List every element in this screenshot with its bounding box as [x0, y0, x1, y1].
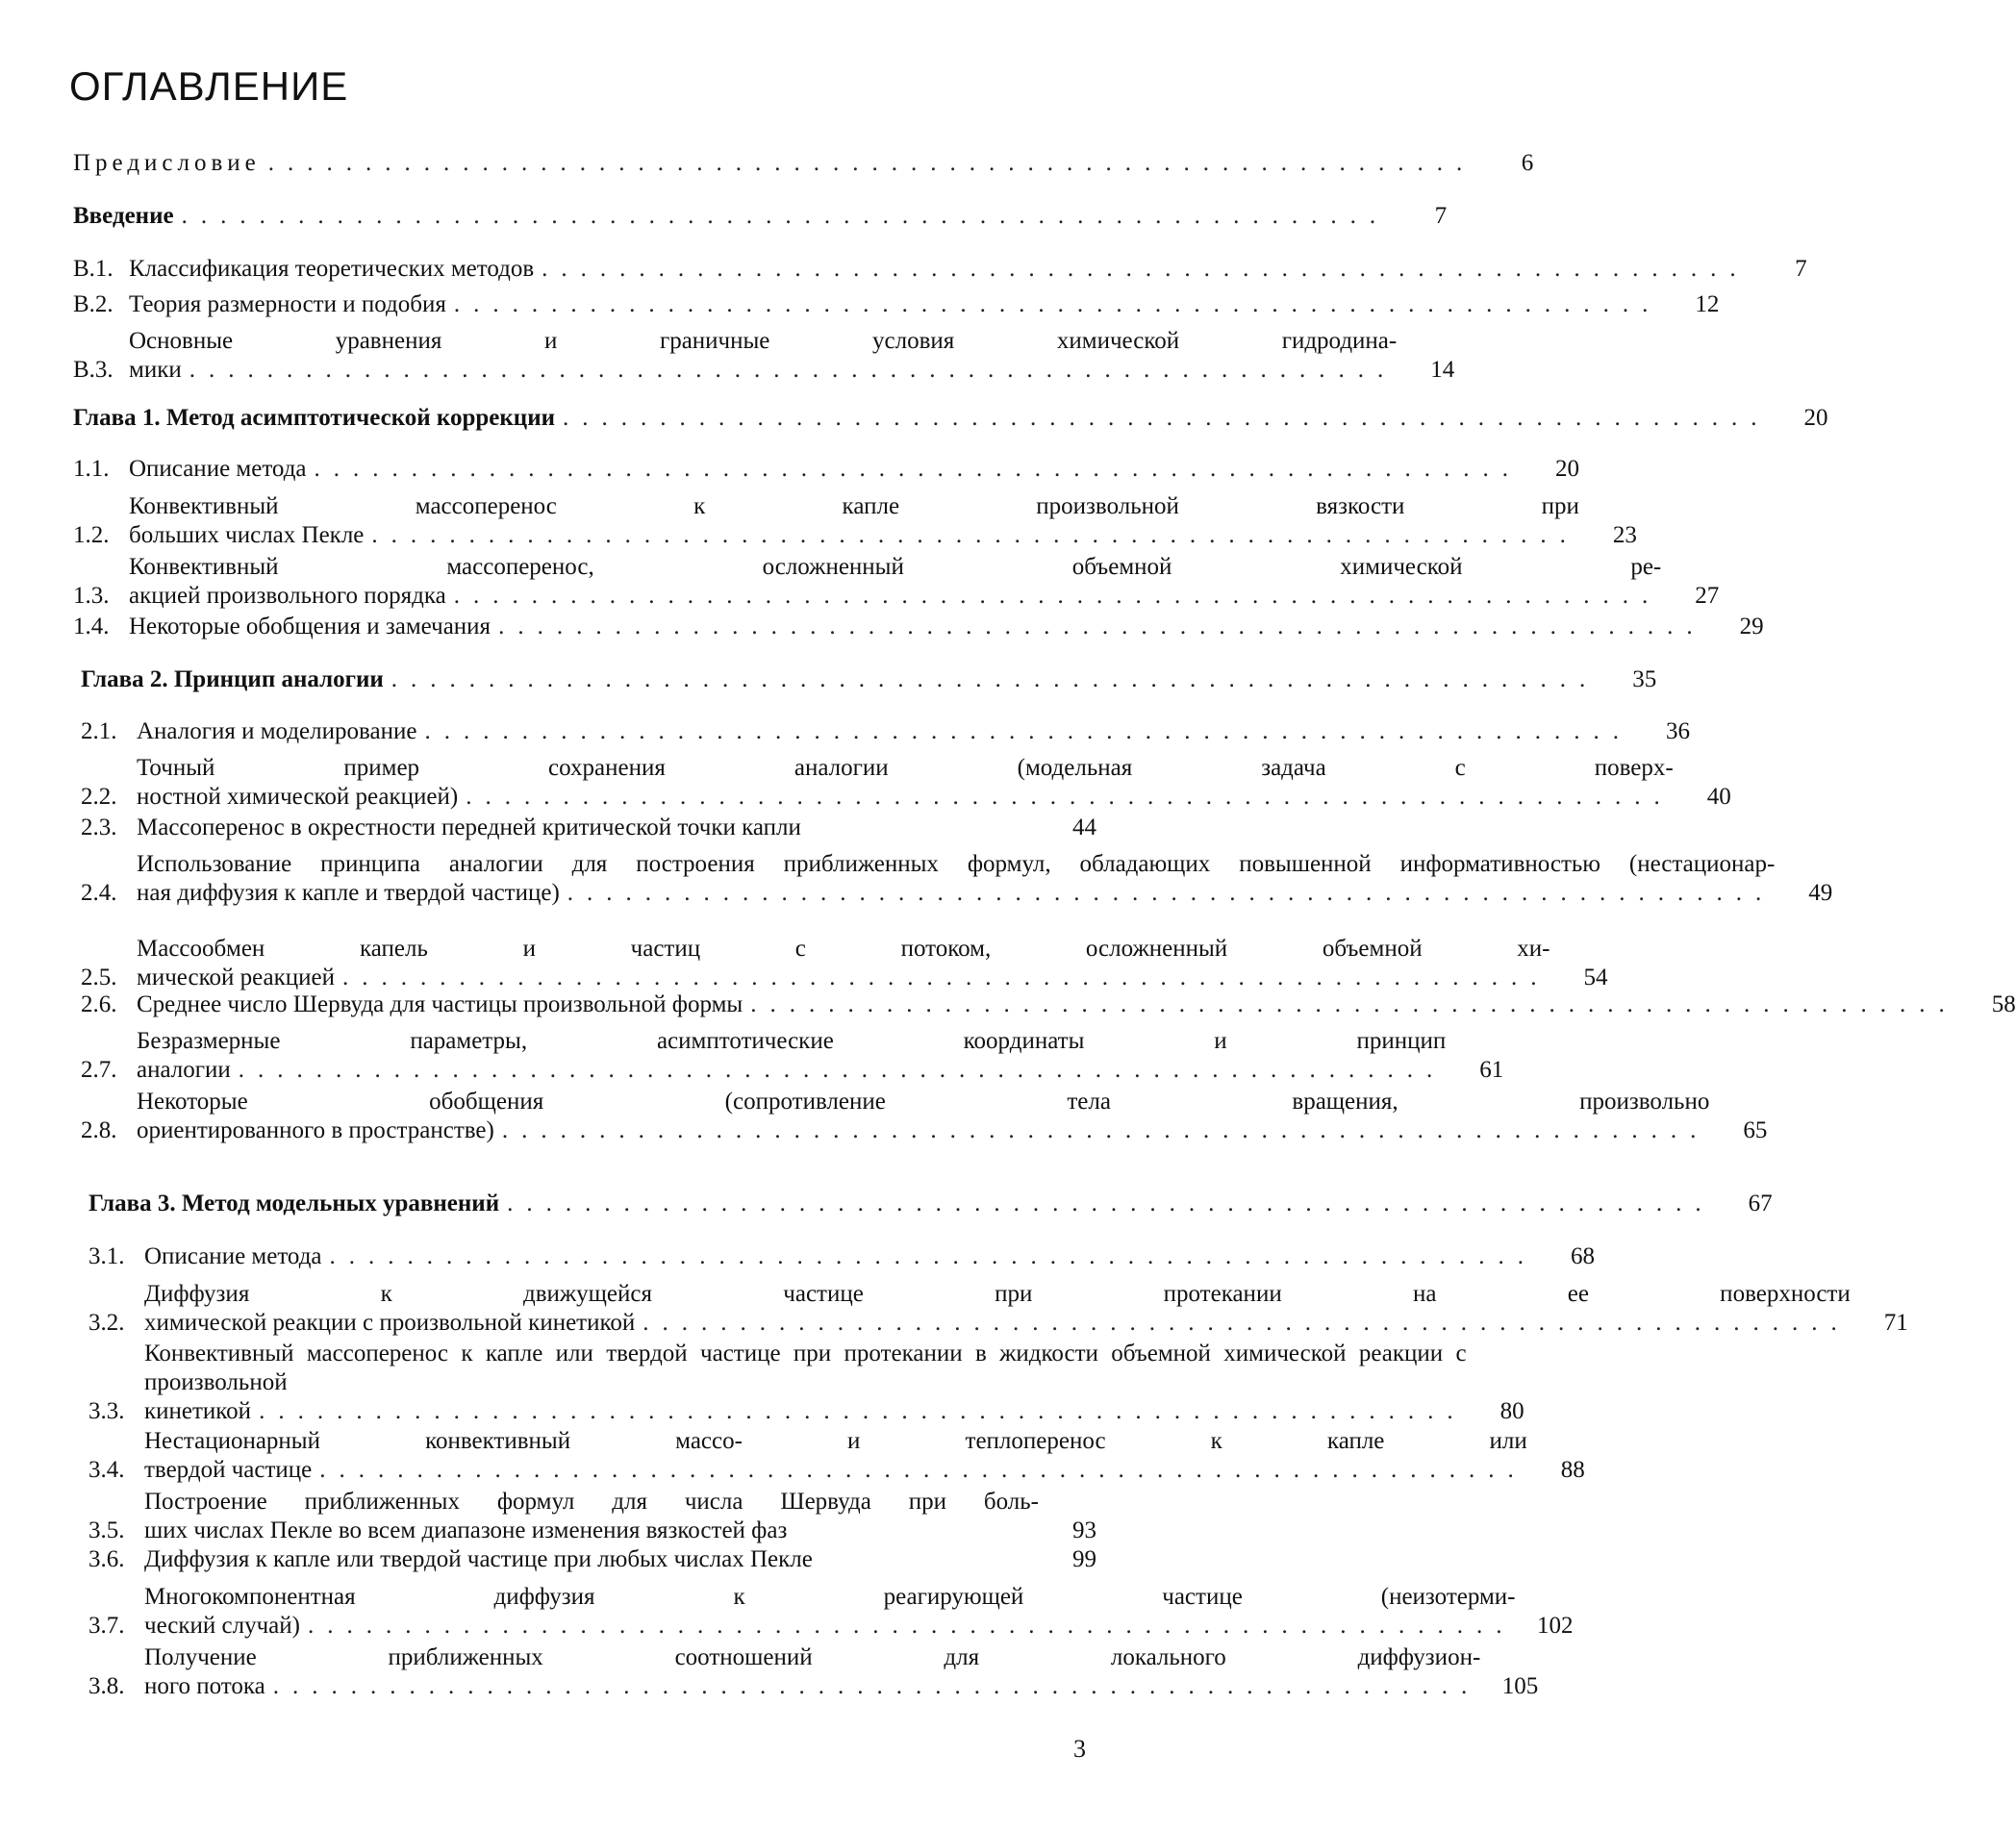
toc-entry [88, 1340, 1525, 1426]
toc-entry [73, 455, 1580, 484]
toc-entry-text-lead: Построение приближенных формул для числа Шервуда при боль- [144, 1489, 1039, 1515]
toc-entry-text [129, 290, 1661, 319]
toc-entry-text [73, 404, 1771, 433]
toc-entry-text [137, 717, 1632, 746]
toc-entry-text-lead: Конвективный массоперенос к капле произвольной вязкости при [129, 493, 1579, 519]
toc-page-number: 6 [1521, 150, 1534, 176]
leader-dots: .............................................................. [567, 880, 1776, 906]
toc-entry-text-lead: Точный пример сохранения аналогии (модельная задача с поверх- [137, 755, 1674, 781]
toc-page-number: 27 [1695, 583, 1720, 609]
leader-dots: .............................................................. [542, 256, 1750, 282]
toc-entry-number: 3.4. [88, 1457, 125, 1483]
toc-page-number: 29 [1739, 614, 1764, 639]
toc-page-number: 54 [1583, 965, 1608, 990]
toc-entry-title: акцией произвольного порядка [129, 583, 446, 609]
toc-entry-title: Глава 1. Метод асимптотической коррекции [73, 405, 556, 431]
leader-dots: .............................................................. [329, 1243, 1538, 1269]
toc-entry [88, 1242, 1596, 1271]
leader-dots: .............................................................. [181, 203, 1390, 229]
toc-entry-number: 1.4. [73, 614, 110, 639]
toc-entry-number: 2.1. [81, 718, 117, 744]
toc-entry-text-lead: Конвективный массоперенос, осложненный объемной химической ре- [129, 554, 1662, 580]
toc-entry-number: 1.1. [73, 456, 110, 482]
toc-page-number: 44 [1072, 815, 1096, 840]
leader-dots: .............................................................. [391, 666, 1600, 692]
toc-entry-title: Некоторые обобщения и замечания [129, 614, 491, 639]
toc-entry-text-lead: Получение приближенных соотношений для локального диффузион- [144, 1644, 1481, 1670]
toc-entry [73, 492, 1637, 550]
toc-entry-title: твердой частице [144, 1457, 313, 1483]
toc-entry-text-lead: Многокомпонентная диффузия к реагирующей частице (неизотерми- [144, 1584, 1516, 1610]
toc-entry-title: ориентированного в пространстве) [137, 1117, 494, 1143]
toc-entry-text [129, 255, 1750, 284]
toc-entry-text [129, 613, 1706, 641]
toc-entry-title: больших числах Пекле [129, 522, 365, 548]
toc-entry-text [144, 1545, 1039, 1574]
toc-page-number: 20 [1555, 456, 1580, 482]
toc-entry-text-lead: Безразмерные параметры, асимптотические координаты и принцип [137, 1028, 1447, 1054]
leader-dots: .............................................................. [453, 291, 1662, 317]
toc-entry-title: ших числах Пекле во всем диапазоне изменения вязкостей фаз [144, 1517, 788, 1543]
toc-page-number: 61 [1479, 1057, 1504, 1083]
toc-entry-text [144, 1280, 1851, 1338]
page-folio: 3 [1073, 1735, 1086, 1763]
toc-entry [73, 327, 1455, 385]
toc-entry-number: 3.7. [88, 1613, 125, 1639]
toc-entry-number: 3.2. [88, 1310, 125, 1336]
toc-page-number: 40 [1706, 784, 1731, 810]
toc-entry-title: ностной химической реакцией) [137, 784, 459, 810]
toc-entry-text [73, 149, 1475, 178]
toc-page-number: 20 [1803, 405, 1828, 431]
toc-entry-text [137, 814, 1039, 842]
leader-dots: .............................................................. [314, 456, 1523, 482]
toc-entry-number: 3.6. [88, 1546, 125, 1572]
toc-entry-text [129, 492, 1579, 550]
toc-entry-number: 2.8. [81, 1117, 117, 1143]
toc-entry-number: 3.8. [88, 1673, 125, 1699]
toc-entry-title: Глава 3. Метод модельных уравнений [88, 1191, 500, 1216]
toc-entry [88, 1643, 1539, 1701]
toc-entry [88, 1427, 1585, 1485]
toc-entry [81, 1088, 1768, 1145]
toc-entry-text [137, 850, 1775, 908]
leader-dots: .............................................................. [267, 150, 1476, 176]
toc-entry-number: 2.2. [81, 784, 117, 810]
toc-page-number: 49 [1808, 880, 1833, 906]
toc-entry [73, 149, 1534, 178]
leader-dots: .............................................................. [424, 718, 1632, 744]
toc-entry [73, 255, 1807, 284]
toc-entry-number: В.3. [73, 357, 113, 383]
toc-entry-number: 3.1. [88, 1243, 125, 1269]
toc-entry-text [137, 1027, 1446, 1085]
toc-entry-text [129, 455, 1522, 484]
toc-entry-number: 1.3. [73, 583, 110, 609]
toc-page-number: 80 [1499, 1398, 1525, 1424]
toc-entry-title: кинетикой [144, 1398, 252, 1424]
toc-entry-number: 1.2. [73, 522, 110, 548]
toc-entry-text [73, 202, 1389, 231]
toc-entry-text [144, 1340, 1467, 1426]
toc-entry [88, 1488, 1096, 1545]
toc-entry-text-lead: Основные уравнения и граничные условия химической гидродина- [129, 328, 1398, 354]
toc-page-number: 88 [1560, 1457, 1585, 1483]
toc-entry-title: ческий случай) [144, 1613, 300, 1639]
toc-entry [81, 990, 2016, 1019]
toc-entry-title: Аналогия и моделирование [137, 718, 417, 744]
toc-entry [73, 613, 1764, 641]
toc-entry-text [137, 1088, 1709, 1145]
leader-dots: .............................................................. [501, 1117, 1710, 1143]
toc-entry-title: Предисловие [73, 150, 261, 176]
toc-entry-text [144, 1583, 1516, 1641]
toc-entry-text [137, 990, 1958, 1019]
leader-dots: .............................................................. [238, 1057, 1447, 1083]
toc-entry [81, 717, 1690, 746]
toc-entry [88, 1583, 1574, 1641]
toc-entry-title: Диффузия к капле или твердой частице при любых числах Пекле [144, 1546, 813, 1572]
toc-entry-title: Классификация теоретических методов [129, 256, 535, 282]
toc-entry-number: 2.7. [81, 1057, 117, 1083]
toc-entry-text-lead: Некоторые обобщения (сопротивление тела вращения, произвольно [137, 1089, 1710, 1115]
toc-entry-number: 2.6. [81, 991, 117, 1017]
toc-entry-title: Массоперенос в окрестности передней критической точки капли [137, 815, 801, 840]
leader-dots: .............................................................. [466, 784, 1674, 810]
toc-page-number: 7 [1795, 256, 1807, 282]
toc-entry [81, 665, 1657, 694]
toc-page-number: 58 [1991, 991, 2016, 1017]
leader-dots: .............................................................. [563, 405, 1771, 431]
toc-entry [73, 202, 1448, 231]
toc-page-number: 93 [1072, 1517, 1096, 1543]
toc-entry-title: Введение [73, 203, 174, 229]
toc-entry [81, 1027, 1504, 1085]
toc-entry-text-lead: Нестационарный конвективный массо- и теплоперенос к капле или [144, 1428, 1527, 1454]
toc-page-number: 65 [1743, 1117, 1768, 1143]
toc-entry-title: химической реакции с произвольной кинетикой [144, 1310, 636, 1336]
toc-entry-title: аналогии [137, 1057, 231, 1083]
toc-page-number: 7 [1434, 203, 1448, 229]
toc-entry [88, 1280, 1908, 1338]
toc-entry-number: В.2. [73, 291, 113, 317]
leader-dots: .............................................................. [319, 1457, 1527, 1483]
toc-entry-text-lead: Массообмен капель и частиц с потоком, осложненный объемной хи- [137, 936, 1550, 962]
toc-entry [73, 290, 1720, 319]
toc-entry-text-lead: Конвективный массоперенос к капле или твердой частице при протекании в жидкости объемной химической реакции с произвольной [144, 1341, 1467, 1395]
toc-entry-text-lead: Использование принципа аналогии для построения приближенных формул, обладающих повышенной информативностью (нестационар- [137, 851, 1776, 877]
toc-page-number: 68 [1571, 1243, 1596, 1269]
toc-page-number: 14 [1430, 357, 1455, 383]
toc-page-number: 35 [1632, 666, 1657, 692]
toc-page-number: 23 [1612, 522, 1637, 548]
toc-entry-title: мики [129, 357, 182, 383]
toc-entry-number: 2.3. [81, 815, 117, 840]
leader-dots: .............................................................. [308, 1613, 1516, 1639]
toc-entry-title: Среднее число Шервуда для частицы произвольной формы [137, 991, 743, 1017]
toc-page-number: 67 [1748, 1191, 1773, 1216]
leader-dots: .............................................................. [272, 1673, 1481, 1699]
toc-entry-text [129, 327, 1397, 385]
toc-page-number: 12 [1695, 291, 1720, 317]
toc-entry [81, 754, 1731, 812]
toc-entry-number: 3.3. [88, 1398, 125, 1424]
toc-entry [81, 935, 1608, 992]
toc-entry-title: ного потока [144, 1673, 265, 1699]
leader-dots: .............................................................. [498, 614, 1706, 639]
leader-dots: .............................................................. [341, 965, 1550, 990]
toc-entry [88, 1190, 1773, 1218]
toc-page-number: 99 [1072, 1546, 1096, 1572]
toc-entry-title: мической реакцией [137, 965, 335, 990]
toc-entry-number: 3.5. [88, 1517, 125, 1543]
leader-dots: .............................................................. [189, 357, 1398, 383]
toc-entry [81, 850, 1833, 908]
toc-entry-title: ная диффузия к капле и твердой частице) [137, 880, 560, 906]
toc-entry-title: Описание метода [129, 456, 307, 482]
toc-entry-text [129, 553, 1661, 611]
leader-dots: .............................................................. [371, 522, 1579, 548]
toc-entry-text [144, 1488, 1039, 1545]
toc-page-number: 36 [1665, 718, 1690, 744]
leader-dots: .............................................................. [259, 1398, 1467, 1424]
toc-entry-title: Теория размерности и подобия [129, 291, 446, 317]
leader-dots: .............................................................. [750, 991, 1958, 1017]
toc-entry-text [137, 935, 1550, 992]
toc-entry-number: В.1. [73, 256, 113, 282]
toc-entry-title: Глава 2. Принцип аналогии [81, 666, 384, 692]
toc-entry [88, 1545, 1096, 1574]
toc-page-number: 105 [1501, 1673, 1539, 1699]
toc-entry-number: 2.5. [81, 965, 117, 990]
toc-page-number: 102 [1537, 1613, 1574, 1639]
toc-page-number: 71 [1883, 1310, 1908, 1336]
toc-entry-number: 2.4. [81, 880, 117, 906]
toc-entry-text [137, 754, 1674, 812]
toc-entry-text [144, 1643, 1480, 1701]
toc-entry-title: Описание метода [144, 1243, 322, 1269]
toc-entry-text-lead: Диффузия к движущейся частице при протекании на ее поверхности [144, 1281, 1851, 1307]
page-title: ОГЛАВЛЕНИЕ [69, 63, 349, 109]
leader-dots: .............................................................. [507, 1191, 1715, 1216]
toc-entry [73, 404, 1828, 433]
toc-entry-text [144, 1242, 1537, 1271]
toc-entry-text [144, 1427, 1527, 1485]
toc-entry [73, 553, 1720, 611]
leader-dots: .............................................................. [643, 1310, 1851, 1336]
leader-dots: .............................................................. [453, 583, 1662, 609]
toc-entry [81, 814, 1096, 842]
toc-entry-text [88, 1190, 1715, 1218]
toc-entry-text [81, 665, 1599, 694]
